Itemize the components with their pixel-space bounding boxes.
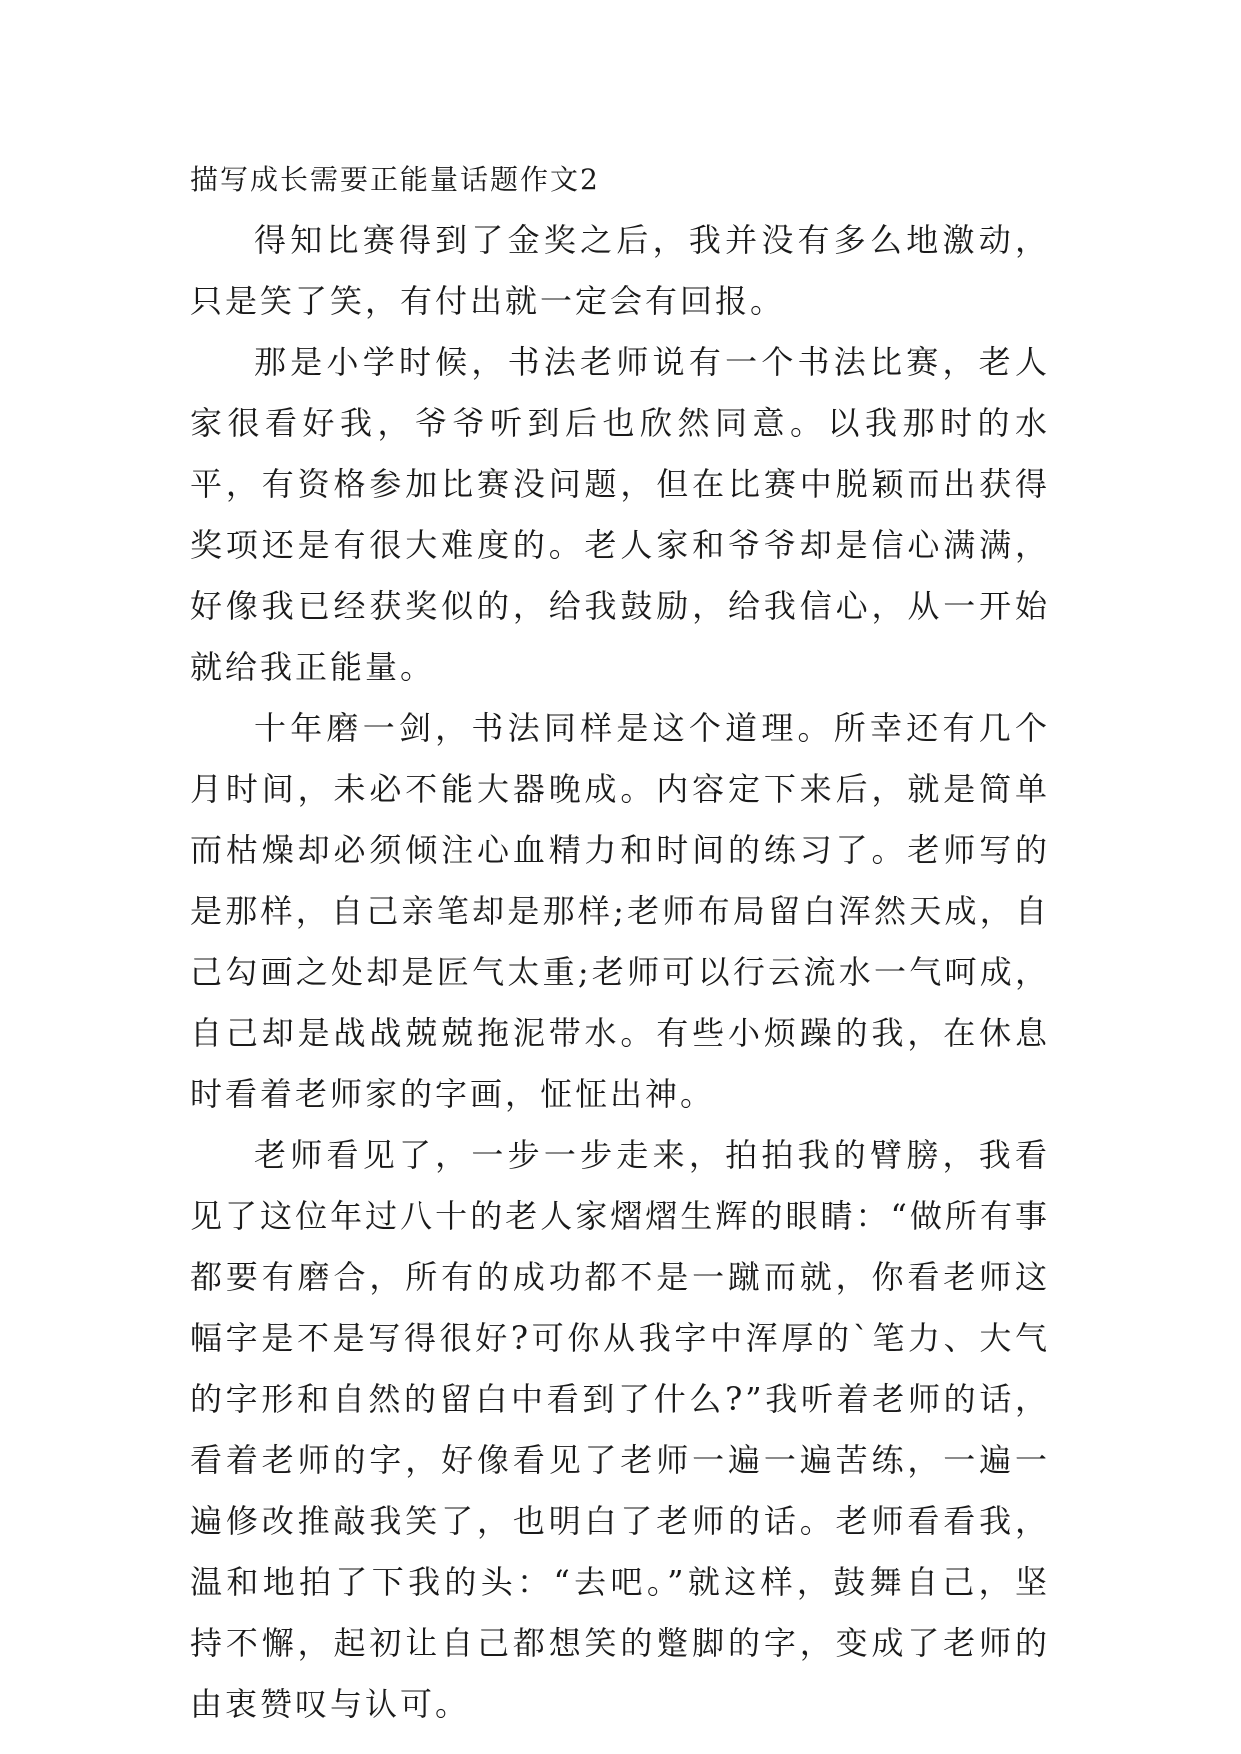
paragraph-2: 那是小学时候，书法老师说有一个书法比赛，老人家很看好我，爷爷听到后也欣然同意。以我那时的水平，有资格参加比赛没问题，但在比赛中脱颖而出获得奖项还是有很大难度的。老人家和爷爷却是信心满满，好像我已经获奖似的，给我鼓励，给我信心，从一开始就给我正能量。 [190,343,1050,686]
paragraph-1: 得知比赛得到了金奖之后，我并没有多么地激动，只是笑了笑，有付出就一定会有回报。 [190,221,1050,320]
document-page [190,150,1050,1735]
paragraph-4: 老师看见了，一步一步走来，拍拍我的臂膀，我看见了这位年过八十的老人家熠熠生辉的眼睛：“做所有事都要有磨合，所有的成功都不是一蹴而就，你看老师这幅字是不是写得很好?可你从我字中浑厚的`笔力、大气的字形和自然的留白中看到了什么?”我听着老师的话，看着老师的字，好像看见了老师一遍一遍苦练，一遍一遍修改推敲我笑了，也明白了老师的话。老师看看我，温和地拍了下我的头：“去吧。”就这样，鼓舞自己，坚持不懈，起初让自己都想笑的蹩脚的字，变成了老师的由衷赞叹与认可。 [190,1136,1050,1723]
paragraph-3: 十年磨一剑，书法同样是这个道理。所幸还有几个月时间，未必不能大器晚成。内容定下来后，就是简单而枯燥却必须倾注心血精力和时间的练习了。老师写的是那样，自己亲笔却是那样;老师布局留白浑然天成，自己勾画之处却是匠气太重;老师可以行云流水一气呵成，自己却是战战兢兢拖泥带水。有些小烦躁的我，在休息时看着老师家的字画，怔怔出神。 [190,709,1050,1113]
document-title: 描写成长需要正能量话题作文2 [190,163,600,196]
